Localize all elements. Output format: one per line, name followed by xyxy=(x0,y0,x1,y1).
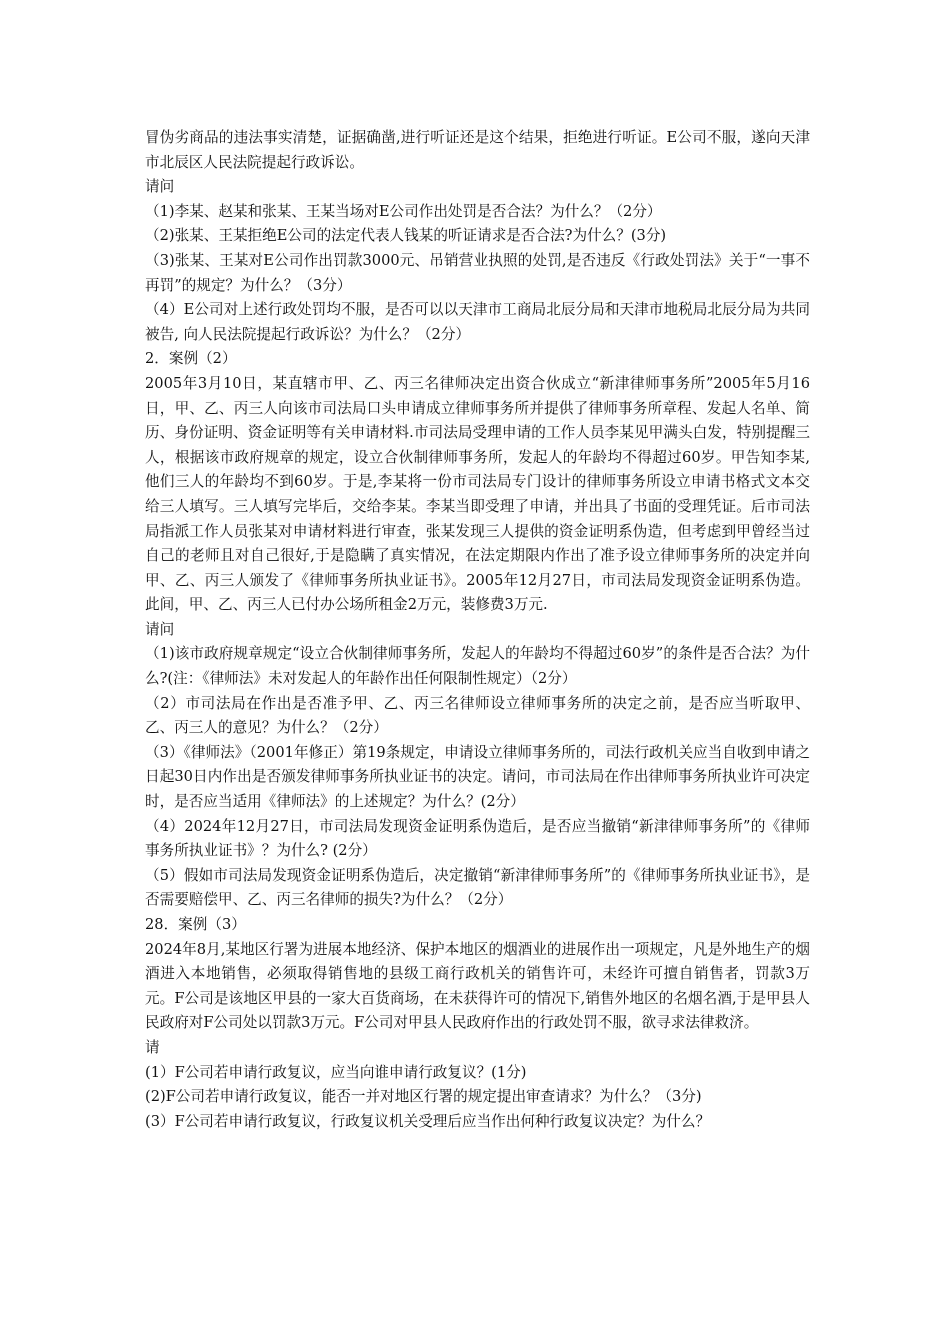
paragraph-case1-question-4: （4）E公司对上述行政处罚均不服，是否可以以天津市工商局北辰分局和天津市地税局北辰分局为共同被告, 向人民法院提起行政诉讼？为什么？（2分） xyxy=(145,301,810,343)
paragraph-case1-question-3: （3)张某、王某对E公司作出罚款3000元、吊销营业执照的处罚,是否违反《行政处罚法》关于“一事不再罚”的规定？为什么？（3分） xyxy=(145,251,810,294)
paragraph-question-heading: 请 xyxy=(145,1038,160,1056)
paragraph-case3-heading: 28．案例（3） xyxy=(145,916,246,933)
paragraph-case2-body: 2005年3月10日，某直辖市甲、乙、丙三名律师决定出资合伙成立“新津律师事务所”2005年5月16日，甲、乙、丙三人向该市司法局口头申请成立律师事务所并提供了律师事务所章程、发起人名单、简历、身份证明、资金证明等有关申请材料.市司法局受理申请的工作人员李某见甲满头白发，特别提醒三人，根据该市政府规章的规定，设立合伙制律师事务所，发起人的年龄均不得超过60岁。甲告知李某,他们三人的年龄均不到60岁。于是,李某将一份市司法局专门设计的律师事务所设立申请书格式文本交给三人填写。三人填写完毕后，交给李某。李某当即受理了申请，并出具了书面的受理凭证。后市司法局指派工作人员张某对申请材料进行审查，张某发现三人提供的资金证明系伪造，但考虑到甲曾经当过自己的老师且对自己很好,于是隐瞒了真实情况，在法定期限内作出了准予设立律师事务所的决定并向甲、乙、丙三人颁发了《律师事务所执业证书》。2005年12月27日，市司法局发现资金证明系伪造。此间，甲、乙、丙三人已付办公场所租金2万元，装修费3万元. xyxy=(145,374,810,614)
paragraph-case3-question-3: (3）F公司若申请行政复议，行政复议机关受理后应当作出何种行政复议决定？为什么？ xyxy=(145,1112,711,1130)
paragraph-case2-question-4: （4）2024年12月27日，市司法局发现资金证明系伪造后，是否应当撤销“新津律师事务所”的《律师事务所执业证书》？为什么? (2分） xyxy=(145,817,810,860)
paragraph-case1-continuation: 冒伪劣商品的违法事实清楚，证据确凿,进行听证还是这个结果，拒绝进行听证。E公司不服，遂向天津市北辰区人民法院提起行政诉讼。 xyxy=(145,129,810,171)
paragraph-case3-body: 2024年8月,某地区行署为进展本地经济、保护本地区的烟酒业的进展作出一项规定，凡是外地生产的烟酒进入本地销售，必须取得销售地的县级工商行政机关的销售许可，未经许可擅自销售者，罚款3万元。F公司是该地区甲县的一家大百货商场，在未获得许可的情况下,销售外地区的名烟名酒,于是甲县人民政府对F公司处以罚款3万元。F公司对甲县人民政府作出的行政处罚不服，欲寻求法律救济。 xyxy=(145,940,810,1032)
paragraph-case2-question-5: （5）假如市司法局发现资金证明系伪造后，决定撤销“新津律师事务所”的《律师事务所执业证书》，是否需要赔偿甲、乙、丙三名律师的损失?为什么？（2分） xyxy=(145,866,810,909)
paragraph-question-heading: 请问 xyxy=(145,620,175,638)
paragraph-case2-question-3: （3）《律师法》（2001年修正）第19条规定，申请设立律师事务所的，司法行政机关应当自收到申请之日起30日内作出是否颁发律师事务所执业证书的决定。请问，市司法局在作出律师事务所执业许可决定时，是否应当适用《律师法》的上述规定？为什么？(2分） xyxy=(145,743,810,811)
paragraph-case2-question-2: （2）市司法局在作出是否准予甲、乙、丙三名律师设立律师事务所的决定之前，是否应当听取甲、乙、丙三人的意见？为什么？（2分） xyxy=(145,694,810,737)
document-page xyxy=(145,126,810,1134)
paragraph-case1-question-2: （2)张某、王某拒绝E公司的法定代表人钱某的听证请求是否合法?为什么？(3分) xyxy=(145,227,667,245)
paragraph-case3-question-1: (1）F公司若申请行政复议，应当向谁申请行政复议？(1分) xyxy=(145,1063,527,1081)
paragraph-case2-question-1: （1)该市政府规章规定“设立合伙制律师事务所，发起人的年龄均不得超过60岁”的条件是否合法？为什么?(注：《律师法》未对发起人的年龄作出任何限制性规定）（2分） xyxy=(145,645,810,688)
paragraph-question-heading: 请问 xyxy=(145,178,175,196)
paragraph-case2-heading: 2．案例（2） xyxy=(145,350,237,368)
paragraph-case3-question-2: (2)F公司若申请行政复议，能否一并对地区行署的规定提出审查请求？为什么？（3分) xyxy=(145,1088,702,1106)
paragraph-case1-question-1: （1)李某、赵某和张某、王某当场对E公司作出处罚是否合法？为什么？（2分） xyxy=(145,202,662,220)
